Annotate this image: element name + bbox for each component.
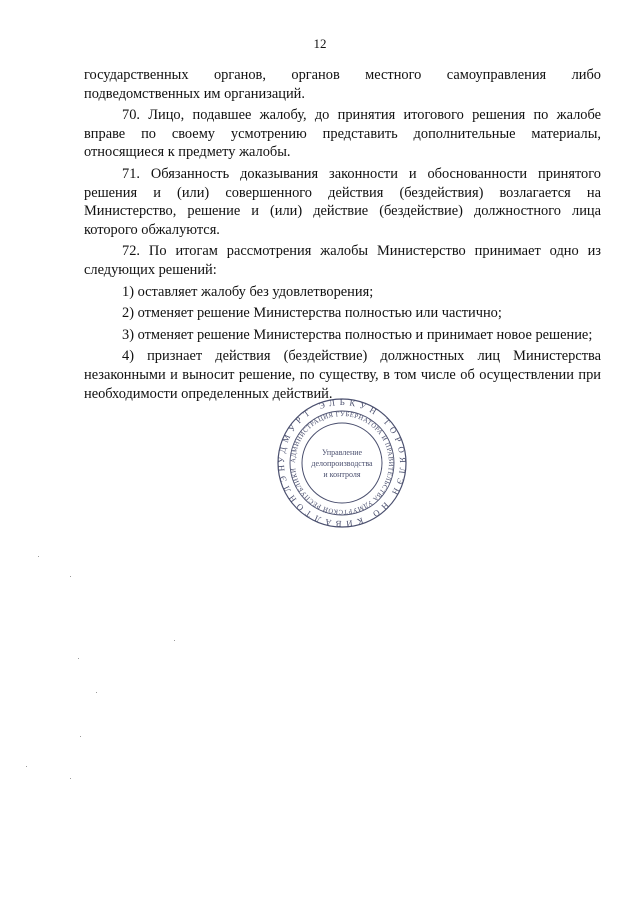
scan-speck [80,736,81,737]
list-item-2: 2) отменяет решение Министерства полностью или частично; [122,305,502,322]
scan-speck [26,766,27,767]
scan-speck [70,576,71,577]
paragraph-72: 72. По итогам рассмотрения жалобы Министерство принимает одно из следующих решений: [84,243,601,278]
seal-center-line-3: и контроля [323,470,361,479]
scan-speck [38,556,39,557]
paragraph-70: 70. Лицо, подавшее жалобу, до принятия итогового решения по жалобе вправе по своему усмотрению представить дополнительные материалы, относящиеся к предмету жалобы. [84,107,601,161]
list-item-4: 4) признает действия (бездействие) должностных лиц Министерства незаконными и выносит решение, по существу, в том числе об осуществлении при необходимости определенных действий. [84,348,601,402]
list-item-1: 1) оставляет жалобу без удовлетворения; [122,283,374,300]
scan-speck [78,658,79,659]
seal-center-line-2: делопроизводства [311,459,373,468]
paragraph-71: 71. Обязанность доказывания законности и обоснованности принятого решения и (или) совершенного действия (бездействия) возлагается на Министерство, решение и (или) действие (бездействие) должностного лица которого обжалуются. [84,165,601,238]
scan-speck [70,778,71,779]
paragraph-continuation: государственных органов, органов местного самоуправления либо подведомственных им организаций. [84,67,601,102]
page-number: 12 [313,36,327,51]
seal-ring-text: АДМИНИСТРАЦИЯ ГУБЕРНАТОРА И ПРАВИТЕЛЬСТВА УДМУРТСКОЙ РЕСПУБЛИКИ [289,410,395,516]
scan-speck [174,640,175,641]
seal-outer-text: УДМУРТ ЭЛЬКУН ТОРОЯЛЭН НО КИВАЛТОНЛЭН [276,397,408,529]
list-item-3: 3) отменяет решение Министерства полностью и принимает новое решение; [122,326,593,343]
scan-speck [96,692,97,693]
official-seal [276,397,408,529]
seal-center-line-1: Управление [321,448,363,457]
seal-graphic [276,397,408,529]
document-body [84,66,601,406]
